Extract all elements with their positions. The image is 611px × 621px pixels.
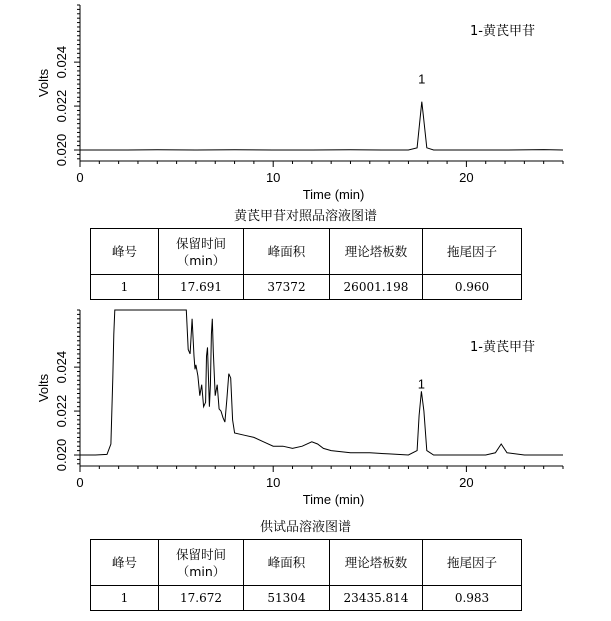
header-retention-time [159,229,244,275]
results-table [90,539,522,611]
legend-label: 1-黄芪甲苷 [470,24,535,39]
x-axis-title: Time (min) [302,492,365,507]
chromatogram-reference [0,0,611,205]
y-tick-label: 0.020 [54,438,69,472]
y-tick-label: 0.024 [54,45,69,79]
x-tick-label: 0 [76,475,84,490]
cell-retention-time: 17.672 [159,586,244,611]
x-tick-label: 20 [459,475,474,490]
y-tick-label: 0.022 [54,394,69,428]
x-axis-title: Time (min) [302,187,365,202]
chromatogram-sample [0,305,611,510]
chart-caption: 黄芪甲苷对照品溶液图谱 [233,209,377,224]
header-peak-area: 峰面积 [244,540,330,586]
table-row [91,275,522,300]
cell-theoretical-plates: 26001.198 [330,275,423,300]
results-table [90,228,522,300]
header-tailing-factor: 拖尾因子 [423,540,522,586]
signal-trace [80,310,563,455]
header-theoretical-plates: 理论塔板数 [330,229,423,275]
peak-label: 1 [417,376,426,392]
x-tick-label: 10 [265,475,281,490]
cell-retention-time: 17.691 [159,275,244,300]
table-header-row [91,229,522,275]
y-tick-label: 0.022 [54,89,69,123]
cell-theoretical-plates: 23435.814 [330,586,423,611]
y-tick-label: 0.020 [54,133,69,167]
y-axis-title: Volts [36,68,51,98]
cell-peak-area: 37372 [244,275,330,300]
cell-peak-no: 1 [91,275,159,300]
table-row [91,586,522,611]
header-retention-unit: （min） [176,252,226,268]
x-tick-label: 0 [76,170,84,185]
cell-peak-area: 51304 [244,586,330,611]
y-axis-title: Volts [36,373,51,403]
peak-label: 1 [418,71,426,87]
legend-label: 1-黄芪甲苷 [470,340,535,355]
y-tick-label: 0.024 [54,350,69,384]
header-theoretical-plates: 理论塔板数 [330,540,423,586]
chart-caption: 供试品溶液图谱 [259,520,351,535]
header-peak-no: 峰号 [91,229,159,275]
header-retention-label: 保留时间 [175,235,226,251]
header-tailing-factor: 拖尾因子 [423,229,522,275]
cell-tailing-factor: 0.983 [423,586,522,611]
table-header-row [91,540,522,586]
cell-tailing-factor: 0.960 [423,275,522,300]
header-peak-area: 峰面积 [244,229,330,275]
cell-peak-no: 1 [91,586,159,611]
header-peak-no: 峰号 [91,540,159,586]
signal-trace [80,102,563,150]
x-tick-label: 10 [265,170,281,185]
header-retention-unit: （min） [176,563,226,579]
x-tick-label: 20 [459,170,474,185]
header-retention-time [159,540,244,586]
header-retention-label: 保留时间 [175,546,226,562]
